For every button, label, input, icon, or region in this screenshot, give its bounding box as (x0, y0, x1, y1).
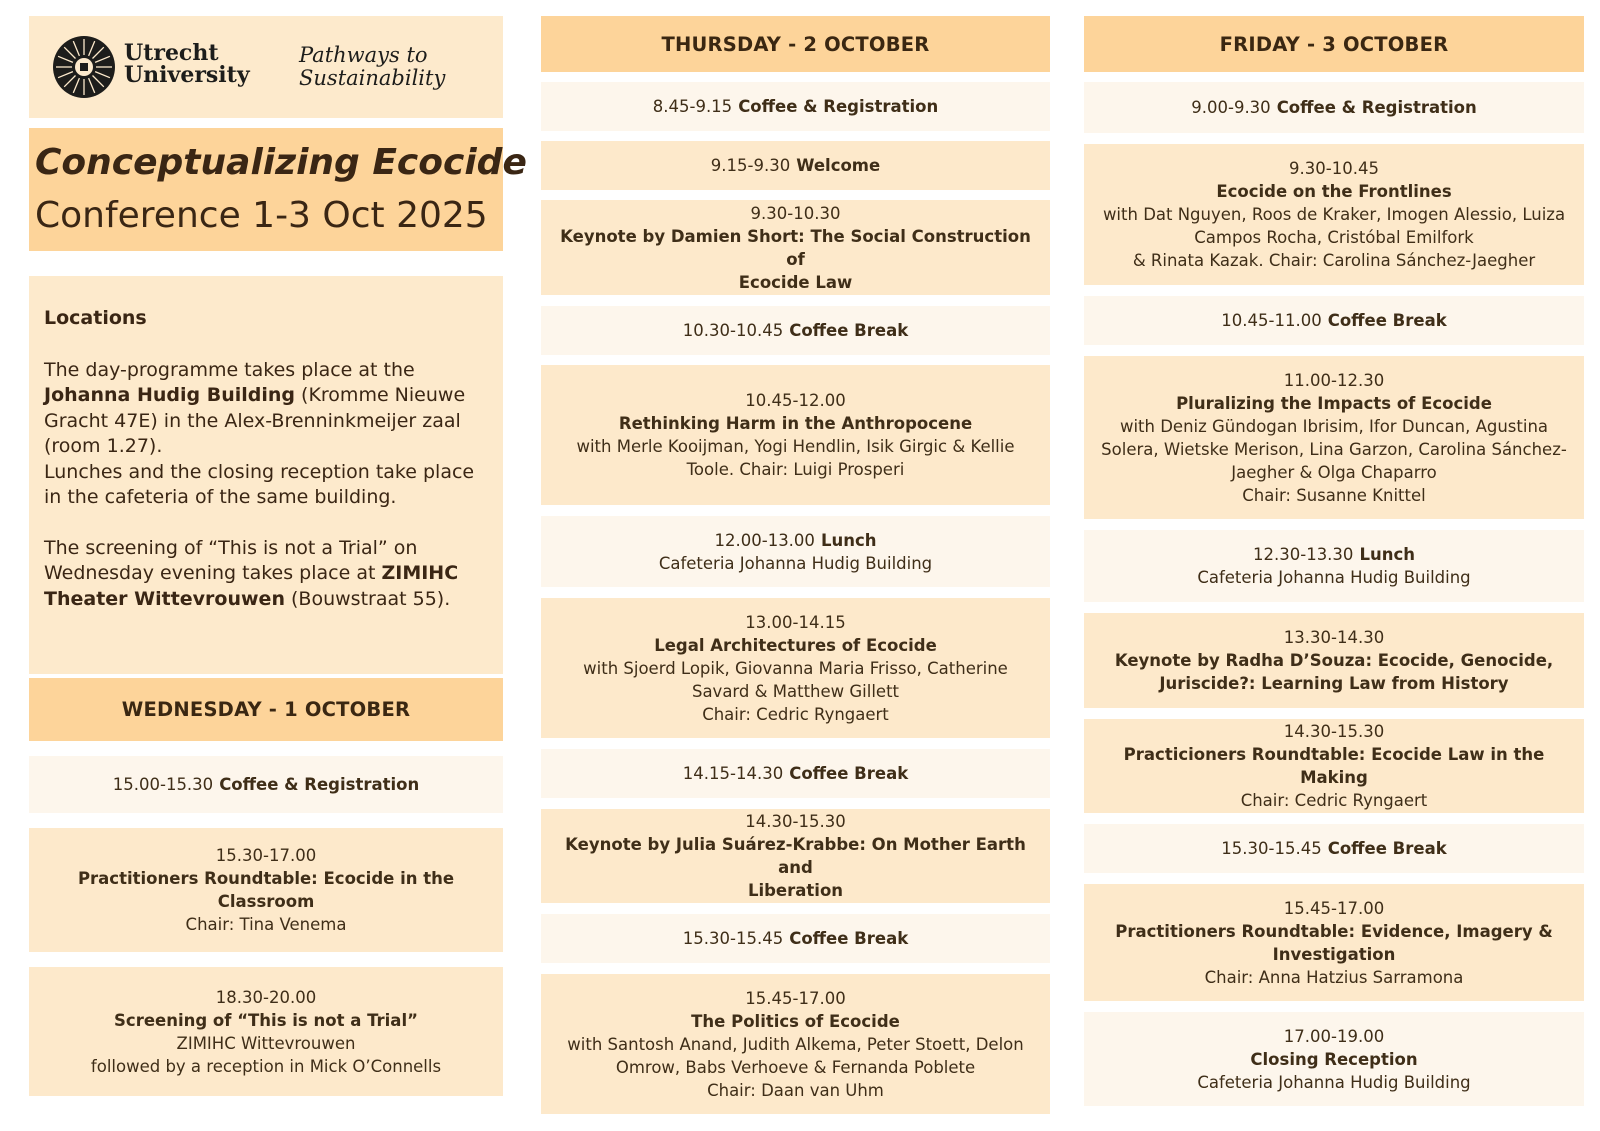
session-title: Practitioners Roundtable: Evidence, Imagery & (1115, 921, 1553, 941)
session-detail: with Santosh Anand, Judith Alkema, Peter Stoett, Delon (567, 1034, 1024, 1054)
session-title: Juriscide?: Learning Law from History (1159, 674, 1509, 693)
session-time: 8.45-9.15 (652, 97, 733, 116)
session-title: Screening of “This is not a Trial” (114, 1010, 418, 1030)
session-block (541, 200, 1050, 295)
session-title: Coffee Break (789, 929, 909, 948)
wednesday-heading: WEDNESDAY - 1 OCTOBER (29, 678, 503, 741)
session-block (1084, 296, 1584, 345)
locations-paragraph-1 (44, 358, 488, 511)
session-title: Lunch (1359, 545, 1415, 564)
session-block (541, 914, 1050, 963)
session-time: 14.30-15.30 (745, 812, 846, 831)
locations-paragraph-2 (44, 536, 488, 613)
session-detail: Jaegher & Olga Chaparro (1231, 462, 1437, 482)
session-block (541, 306, 1050, 355)
session-location: Cafeteria Johanna Hudig Building (658, 553, 933, 573)
session-title: Keynote by Julia Suárez-Krabbe: On Mother Earth and (565, 835, 1026, 877)
session-title: Coffee Break (789, 764, 909, 783)
locations-text: The screening of “This is not a Trial” on Wednesday evening takes place at (44, 536, 418, 584)
session-time: 14.30-15.30 (1283, 722, 1385, 741)
session-title: Coffee Break (789, 321, 909, 340)
university-name-line: University (124, 62, 250, 88)
locations-text: (Bouwstraat 55). (284, 587, 451, 610)
session-title: Ecocide on the Frontlines (1216, 182, 1452, 201)
session-location: Cafeteria Johanna Hudig Building (1197, 568, 1471, 587)
session-title: Lunch (820, 530, 877, 550)
university-name (124, 42, 250, 86)
locations-text: Lunches and the closing reception take place in the cafeteria of the same building. (44, 460, 475, 508)
session-time: 12.30-13.30 (1253, 545, 1354, 564)
session-block (1084, 613, 1584, 708)
session-title: Practitioners Roundtable: Ecocide in the Classroom (77, 869, 455, 911)
session-line (1221, 309, 1446, 332)
session-block (1084, 719, 1584, 813)
session-time: 15.30-17.00 (215, 846, 317, 865)
session-title: Legal Architectures of Ecocide (654, 635, 937, 655)
session-chair: Chair: Tina Venema (185, 915, 347, 934)
thursday-heading: THURSDAY - 2 OCTOBER (541, 16, 1050, 72)
session-time: 9.30-10.45 (1289, 159, 1379, 178)
session-title: Welcome (796, 156, 881, 175)
session-line (683, 927, 908, 950)
session-time: 11.00-12.30 (1283, 370, 1385, 390)
session-time: 14.15-14.30 (682, 764, 784, 783)
session-block (1084, 356, 1584, 519)
session-detail: Savard & Matthew Gillett (691, 681, 900, 701)
session-block (1084, 144, 1584, 285)
locations-block (29, 276, 503, 674)
conference-title: Conceptualizing Ecocide (35, 142, 527, 183)
session-block (29, 828, 503, 952)
session-time: 9.30-10.30 (750, 203, 841, 223)
session-detail: with Merle Kooijman, Yogi Hendlin, Isik Girgic & Kellie (576, 437, 1015, 456)
session-title: The Politics of Ecocide (691, 1011, 900, 1031)
session-block (1084, 1012, 1584, 1106)
session-title: Coffee & Registration (219, 775, 420, 794)
session-time: 15.00-15.30 (112, 775, 214, 794)
session-time: 10.30-10.45 (682, 321, 784, 340)
session-block (541, 365, 1050, 505)
session-block (29, 967, 503, 1096)
session-detail: Toole. Chair: Luigi Prosperi (686, 460, 905, 479)
session-detail: ZIMIHC Wittevrouwen (176, 1033, 356, 1053)
session-location: Cafeteria Johanna Hudig Building (1197, 1072, 1471, 1092)
session-line (715, 529, 877, 552)
venue-name: Johanna Hudig Building (44, 384, 295, 406)
session-detail: Omrow, Babs Verhoeve & Fernanda Poblete (615, 1057, 976, 1077)
session-chair: Chair: Daan van Uhm (707, 1080, 884, 1100)
session-title: Coffee Break (1327, 839, 1447, 858)
conference-title-block (29, 128, 527, 251)
tagline-line: Pathways to (299, 43, 428, 67)
university-name-line: Utrecht (124, 40, 219, 66)
session-line (113, 773, 419, 796)
screening-venue: ZIMIHC Theater Wittevrouwen (44, 562, 459, 610)
session-block (1084, 824, 1584, 873)
session-title: Coffee & Registration (1276, 98, 1477, 117)
session-time: 10.45-12.00 (745, 391, 846, 410)
session-time: 13.00-14.15 (745, 612, 846, 632)
session-time: 15.30-15.45 (1221, 839, 1322, 858)
friday-heading: FRIDAY - 3 OCTOBER (1084, 16, 1584, 72)
session-line (1191, 96, 1476, 119)
session-time: 9.00-9.30 (1191, 98, 1271, 117)
session-detail: Solera, Wietske Merison, Lina Garzon, Carolina Sánchez- (1101, 439, 1567, 459)
session-block (541, 598, 1050, 738)
session-title: Practicioners Roundtable: Ecocide Law in the Making (1123, 745, 1545, 787)
session-chair: Chair: Susanne Knittel (1242, 485, 1426, 505)
session-time: 15.30-15.45 (682, 929, 784, 948)
session-time: 9.15-9.30 (710, 156, 791, 175)
session-time: 12.00-13.00 (714, 530, 815, 550)
session-line (1221, 837, 1446, 860)
header-block (29, 16, 503, 118)
session-title: Liberation (747, 881, 844, 900)
session-line (1253, 543, 1415, 566)
session-chair: Chair: Cedric Ryngaert (1240, 791, 1428, 810)
session-block (541, 974, 1050, 1114)
session-title: Coffee & Registration (738, 97, 939, 116)
session-chair: Chair: Anna Hatzius Sarramona (1204, 967, 1464, 987)
session-time: 15.45-17.00 (1283, 898, 1385, 918)
utrecht-university-seal-icon (52, 35, 116, 99)
session-line (653, 95, 938, 118)
session-title: Closing Reception (1250, 1049, 1418, 1069)
session-chair: Chair: Cedric Ryngaert (702, 704, 889, 724)
session-time: 18.30-20.00 (215, 987, 317, 1007)
session-block (541, 516, 1050, 587)
session-block (541, 809, 1050, 903)
session-block (29, 756, 503, 813)
session-detail: followed by a reception in Mick O’Connells (90, 1056, 442, 1076)
session-time: 13.30-14.30 (1283, 628, 1385, 647)
session-line (711, 154, 880, 177)
session-detail: with Deniz Gündogan Ibrisim, Ifor Duncan, Agustina (1119, 416, 1549, 436)
session-line (683, 762, 908, 785)
session-block (1084, 530, 1584, 602)
session-title: Investigation (1272, 944, 1396, 964)
locations-text: The day-programme takes place at the (44, 358, 415, 381)
session-title: Coffee Break (1327, 311, 1447, 330)
session-title: Pluralizing the Impacts of Ecocide (1176, 393, 1492, 413)
session-block (1084, 884, 1584, 1001)
session-time: 10.45-11.00 (1221, 311, 1322, 330)
session-time: 15.45-17.00 (745, 988, 846, 1008)
tagline-line: Sustainability (299, 66, 446, 90)
session-chair: & Rinata Kazak. Chair: Carolina Sánchez-Jaegher (1132, 251, 1536, 270)
tagline (299, 44, 445, 90)
session-line (683, 319, 908, 342)
session-detail: with Sjoerd Lopik, Giovanna Maria Frisso, Catherine (583, 658, 1008, 678)
session-block (541, 141, 1050, 190)
locations-text: (Kromme Nieuwe Gracht 47E) in the Alex-Brenninkmeijer zaal (room 1.27). (44, 384, 466, 457)
session-block (541, 749, 1050, 798)
session-title: Keynote by Radha D’Souza: Ecocide, Genocide, (1114, 651, 1554, 670)
locations-heading: Locations (44, 307, 147, 329)
session-title: Keynote by Damien Short: The Social Construction of (560, 226, 1031, 269)
session-detail: with Dat Nguyen, Roos de Kraker, Imogen Alessio, Luiza (1102, 205, 1566, 224)
session-title: Ecocide Law (738, 272, 853, 292)
session-time: 17.00-19.00 (1283, 1026, 1385, 1046)
session-title: Rethinking Harm in the Anthropocene (618, 414, 973, 433)
session-detail: Campos Rocha, Cristóbal Emilfork (1194, 228, 1474, 247)
session-block (1084, 82, 1584, 133)
conference-dates: Conference 1-3 Oct 2025 (35, 195, 488, 236)
session-block (541, 82, 1050, 131)
